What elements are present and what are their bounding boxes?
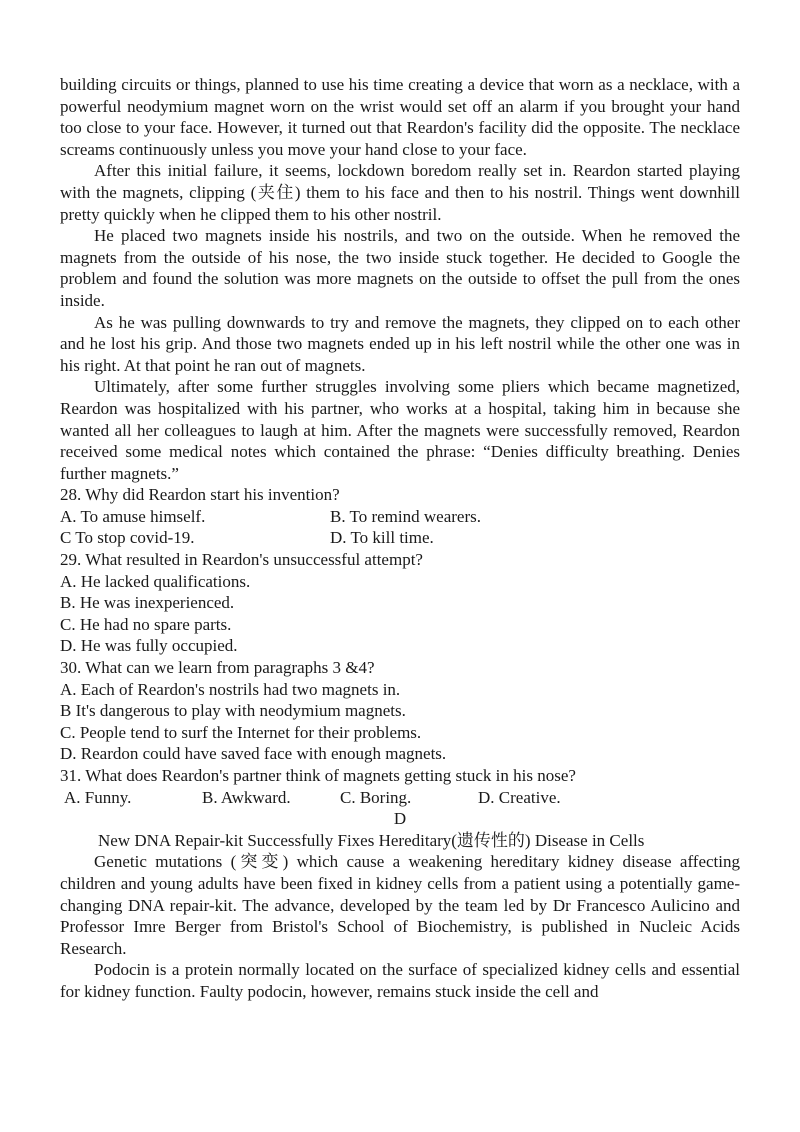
question-29 [60,549,740,657]
question-stem: 28. Why did Reardon start his invention? [60,485,340,505]
option-row [60,787,740,809]
question-30 [60,657,740,765]
option-c: C. Boring. [340,787,412,807]
question-stem: 30. What can we learn from paragraphs 3 &4? [60,658,375,678]
passage-c-paragraph-5: Ultimately, after some further struggles involving some pliers which became magnetized, Reardon was hospitalized with his partner, who works at a hospital, taking him in because she wanted all her colleagues to laugh at him. After the magnets were successfully removed, Reardon received some medical notes which contained the phrase: “Denies difficulty breathing. Denies further magnets.” [60,377,740,483]
option-c: C To stop covid-19. [60,528,195,548]
option-d: D. He was fully occupied. [60,636,238,656]
passage-c-paragraph-3: He placed two magnets inside his nostrils, and two on the outside. When he removed the magnets from the outside of his nose, the two inside stuck together. He decided to Google the problem and found the solution was more magnets on the outside to offset the pull from the ones inside. [60,226,740,310]
option-d: D. To kill time. [330,528,434,548]
question-stem: 29. What resulted in Reardon's unsuccessful attempt? [60,550,423,570]
question-31 [60,765,740,808]
section-letter: D [393,809,407,829]
passage-title: New DNA Repair-kit Successfully Fixes Hereditary(遗传性的) Disease in Cells [98,830,645,850]
option-row [60,527,740,549]
option-a: A. Each of Reardon's nostrils had two magnets in. [60,679,401,699]
option-b: B. He was inexperienced. [60,593,235,613]
passage-c-paragraph-2: After this initial failure, it seems, lockdown boredom really set in. Reardon started playing with the magnets, clipping (夹住) them to his face and then to his nostril. Things went downhill pretty quickly when he clipped them to his other nostril. [60,161,740,224]
option-b: B. To remind wearers. [330,506,481,526]
passage-d-paragraph-1: Genetic mutations (突变) which cause a weakening hereditary kidney disease affecting children and young adults have been fixed in kidney cells from a patient using a potentially game-changing DNA repair-kit. The advance, developed by the team led by Dr Francesco Aulicino and Professor Imre Berger from Bristol's School of Biochemistry, is published in Nucleic Acids Research. [60,852,740,958]
passage-c-paragraph-4: As he was pulling downwards to try and remove the magnets, they clipped on to each other and he lost his grip. And those two magnets ended up in his left nostril while the other one was in his right. At that point he ran out of magnets. [60,312,740,375]
option-a: A. He lacked qualifications. [60,571,251,591]
option-d: D. Reardon could have saved face with enough magnets. [60,744,447,764]
option-c: C. People tend to surf the Internet for their problems. [60,722,422,742]
option-a: A. To amuse himself. [60,506,206,526]
option-row [60,506,740,528]
option-c: C. He had no spare parts. [60,614,232,634]
option-b: B. Awkward. [202,787,291,807]
passage-c-paragraph-1: building circuits or things, planned to use his time creating a device that worn as a necklace, with a powerful neodymium magnet worn on the wrist would set off an alarm if you brought your hand too close to your face. However, it turned out that Reardon's facility did the opposite. The necklace screams continuously unless you move your hand close to your face. [60,75,740,159]
question-stem: 31. What does Reardon's partner think of magnets getting stuck in his nose? [60,766,576,785]
passage-d-paragraph-2: Podocin is a protein normally located on the surface of specialized kidney cells and essential for kidney function. Faulty podocin, however, remains stuck inside the cell and [60,960,740,1001]
question-28 [60,484,740,549]
exam-page [60,74,740,1003]
option-d: D. Creative. [478,787,561,807]
option-a: A. Funny. [64,787,132,807]
option-b: B It's dangerous to play with neodymium magnets. [60,701,406,721]
